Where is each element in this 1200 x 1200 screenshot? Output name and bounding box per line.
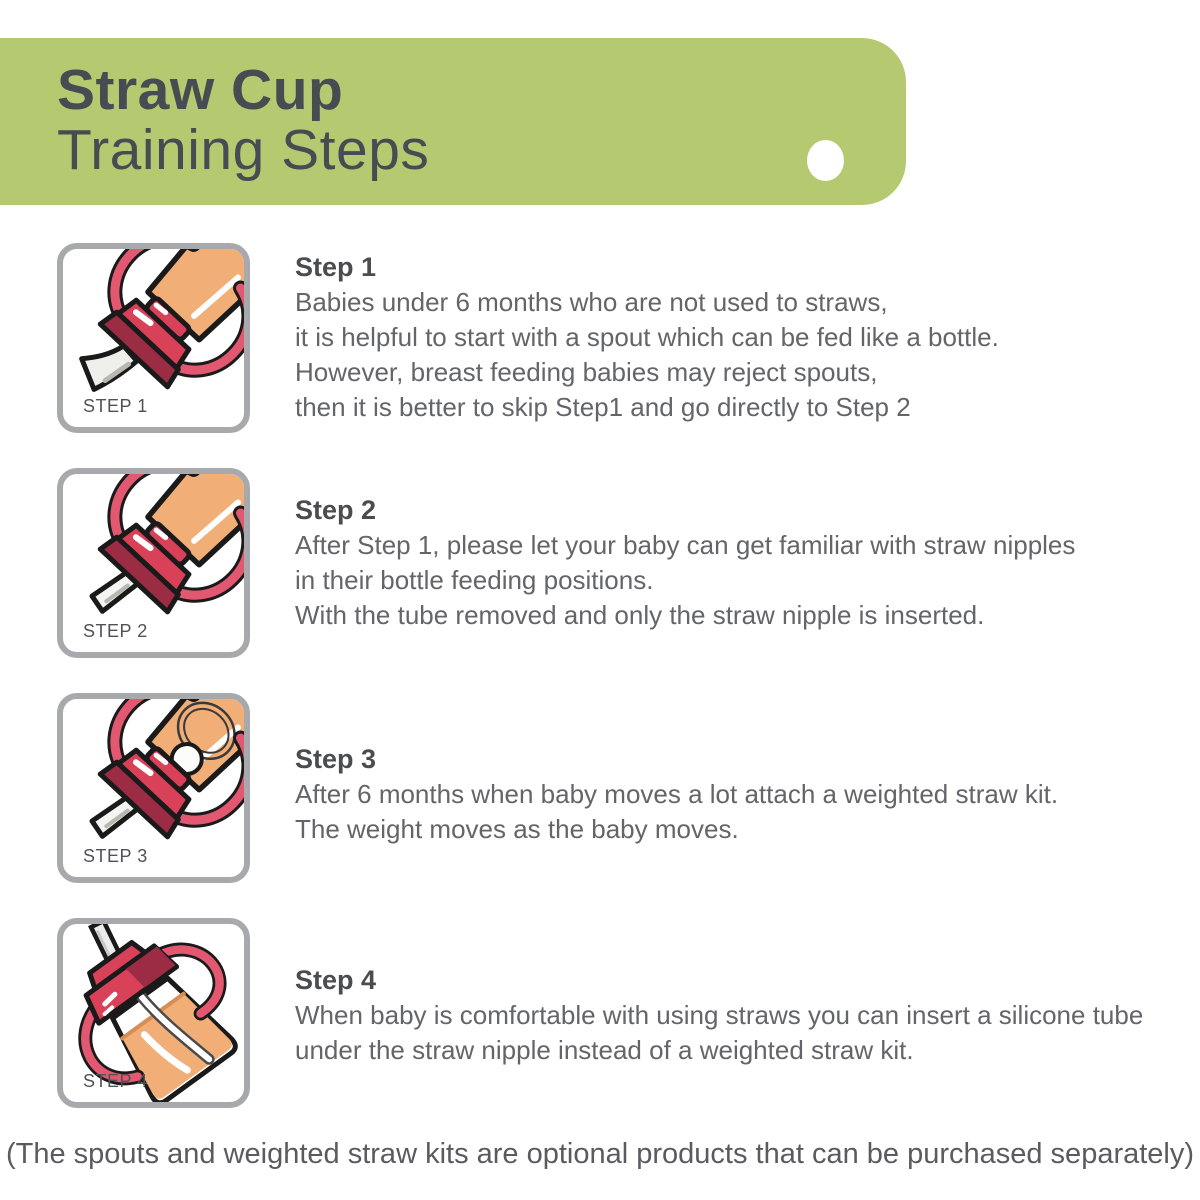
step-4-heading: Step 4 (295, 965, 377, 995)
step-1-illustration-box (57, 243, 250, 433)
header-banner (0, 38, 906, 205)
step-1-text (295, 250, 999, 425)
step-1-line: it is helpful to start with a spout which can be fed like a bottle. (295, 322, 999, 352)
step-1-badge: STEP 1 (83, 396, 148, 416)
step-1-heading: Step 1 (295, 252, 377, 282)
step-2-badge: STEP 2 (83, 621, 148, 641)
step-2-heading: Step 2 (295, 495, 377, 525)
step-1-line: Babies under 6 months who are not used to straws, (295, 287, 888, 317)
step-3-text (295, 742, 1058, 847)
step-3-heading: Step 3 (295, 744, 377, 774)
step-3-badge: STEP 3 (83, 846, 148, 866)
white-dot-decoration (807, 140, 844, 181)
step-3-line: After 6 months when baby moves a lot attach a weighted straw kit. (295, 779, 1059, 809)
step-3-line: The weight moves as the baby moves. (295, 814, 739, 844)
page-title (57, 60, 429, 180)
step-1-line: then it is better to skip Step1 and go directly to Step 2 (295, 392, 911, 422)
page-title-line2: Training Steps (57, 118, 430, 182)
step-4-badge: STEP 4 (83, 1071, 148, 1091)
step-2-line: in their bottle feeding positions. (295, 565, 654, 595)
footer-note: (The spouts and weighted straw kits are optional products that can be purchased separately) (5, 1138, 1195, 1170)
step-2-illustration-box (57, 468, 250, 658)
step-4-illustration-box (57, 918, 250, 1108)
step-4-line: under the straw nipple instead of a weighted straw kit. (295, 1035, 914, 1065)
page-title-line1: Straw Cup (57, 58, 344, 122)
step-2-text (295, 493, 1075, 633)
step-2-line: After Step 1, please let your baby can get familiar with straw nipples (295, 530, 1076, 560)
step-3-illustration-box (57, 693, 250, 883)
step-2-line: With the tube removed and only the straw nipple is inserted. (295, 600, 985, 630)
step-4-line: When baby is comfortable with using straws you can insert a silicone tube (295, 1000, 1144, 1030)
step-4-text (295, 963, 1143, 1068)
step-1-line: However, breast feeding babies may reject spouts, (295, 357, 878, 387)
